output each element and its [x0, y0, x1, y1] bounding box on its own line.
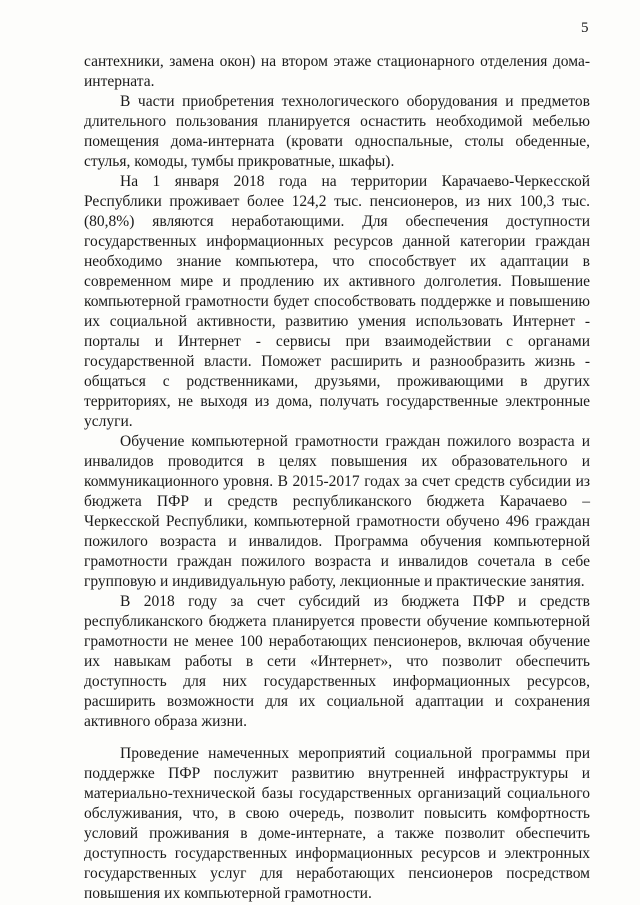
- paragraph: В 2018 году за счет субсидий из бюджета ПФР и средств республиканского бюджета планируется провести обучение компьютерной грамотности не менее 100 неработающих пенсионеров, включая обучение их навыкам работы в сети «Интернет», что позволит обеспечить доступность для них государственных информационных ресурсов, расширить возможности для их социальной адаптации и сохранения активного образа жизни.: [84, 593, 590, 730]
- paragraph: сантехники, замена окон) на втором этаже стационарного отделения дома-интерната.: [84, 53, 590, 90]
- paragraph: Проведение намеченных мероприятий социальной программы при поддержке ПФР послужит развитию внутренней инфраструктуры и материально-технической базы государственных организаций социального обслуживания, что, в свою очередь, позволит повысить комфортность условий проживания в доме-интернате, а также позволит обеспечить доступность государственных информационных ресурсов и электронных государственных услуг для неработающих пенсионеров посредством повышения их компьютерной грамотности.: [84, 745, 590, 902]
- paragraph: На 1 января 2018 года на территории Карачаево-Черкесской Республики проживает более 124,2 тыс. пенсионеров, из них 100,3 тыс. (80,8%) являются неработающими. Для обеспечения доступности государственных информационных ресурсов данной категории граждан необходимо знание компьютера, что способствует их адаптации в современном мире и продлению их активного долголетия. Повышение компьютерной грамотности будет способствовать поддержке и повышению их социальной активности, развитию умения использовать Интернет - порталы и Интернет - сервисы при взаимодействии с органами государственной власти. Поможет расширить и разнообразить жизнь - общаться с родственниками, друзьями, проживающими в других территориях, не выходя из дома, получать государственные электронные услуги.: [84, 173, 590, 430]
- paragraph: Обучение компьютерной грамотности граждан пожилого возраста и инвалидов проводится в целях повышения их образовательного и коммуникационного уровня. В 2015-2017 годах за счет средств субсидии из бюджета ПФР и средств республиканского бюджета Карачаево – Черкесской Республики, компьютерной грамотности обучено 496 граждан пожилого возраста и инвалидов. Программа обучения компьютерной грамотности граждан пожилого возраста и инвалидов сочетала в себе групповую и индивидуальную работу, лекционные и практические занятия.: [84, 433, 590, 590]
- paragraph: В части приобретения технологического оборудования и предметов длительного пользования планируется оснастить необходимой мебелью помещения дома-интерната (кровати односпальные, столы обеденные, стулья, комоды, тумбы прикроватные, шкафы).: [84, 93, 590, 170]
- document-body: [84, 52, 590, 904]
- page-number: 5: [581, 20, 589, 36]
